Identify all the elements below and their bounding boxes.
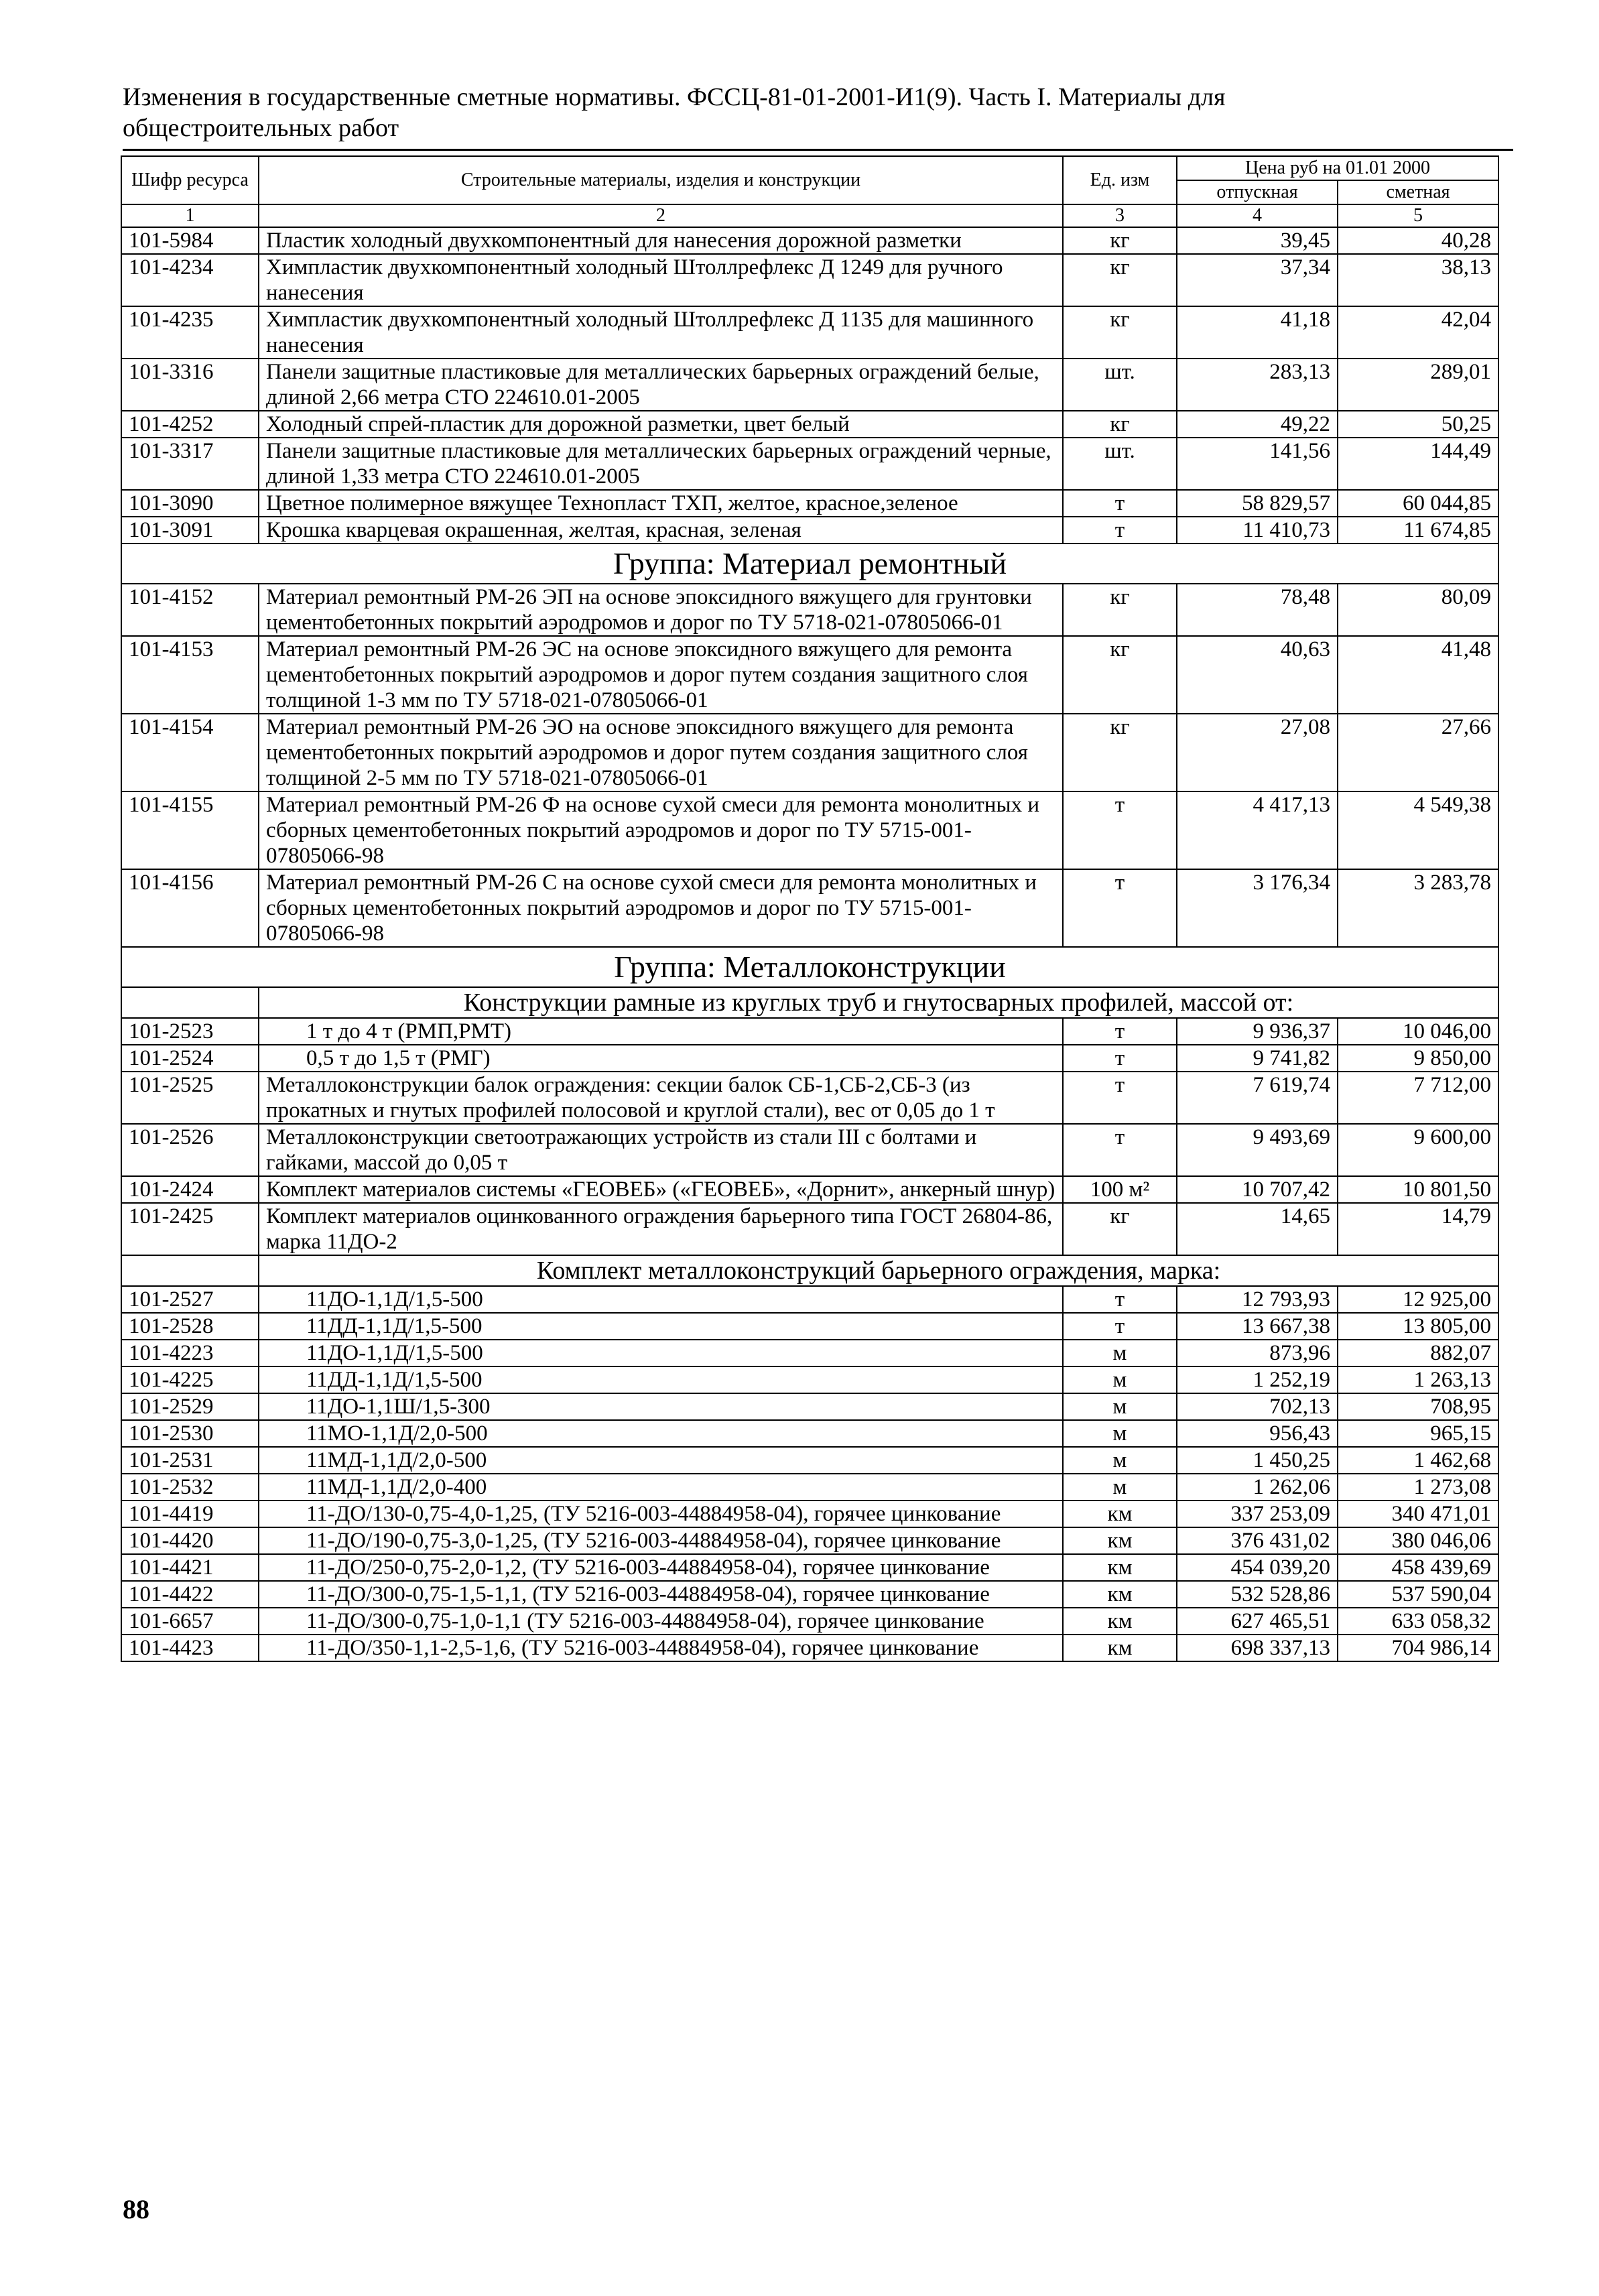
material-name: 11-ДО/130-0,75-4,0-1,25, (ТУ 5216-003-44884958-04), горячее цинкование	[259, 1501, 1063, 1527]
resource-code: 101-4153	[121, 636, 259, 714]
material-name: 11-ДО/250-0,75-2,0-1,2, (ТУ 5216-003-44884958-04), горячее цинкование	[259, 1554, 1063, 1581]
material-name: Крошка кварцевая окрашенная, желтая, красная, зеленая	[259, 517, 1063, 544]
release-price: 873,96	[1177, 1340, 1338, 1366]
material-name: Химпластик двухкомпонентный холодный Штоллрефлекс Д 1135 для машинного нанесения	[259, 306, 1063, 359]
unit: м	[1063, 1447, 1177, 1474]
release-price: 7 619,74	[1177, 1072, 1338, 1124]
unit: кг	[1063, 227, 1177, 254]
subgroup-title: Конструкции рамные из круглых труб и гнутосварных профилей, массой от:	[259, 987, 1498, 1018]
estimate-price: 704 986,14	[1338, 1635, 1498, 1661]
unit: т	[1063, 869, 1177, 947]
release-price: 3 176,34	[1177, 869, 1338, 947]
unit: кг	[1063, 254, 1177, 306]
unit: т	[1063, 517, 1177, 544]
table-row	[121, 636, 1498, 714]
table-header	[121, 156, 1498, 227]
table-row	[121, 1176, 1498, 1203]
estimate-price: 14,79	[1338, 1203, 1498, 1255]
estimate-price: 80,09	[1338, 584, 1498, 636]
release-price: 12 793,93	[1177, 1286, 1338, 1313]
group-title: Группа: Металлоконструкции	[121, 947, 1498, 987]
material-name: Металлоконструкции балок ограждения: секции балок СБ-1,СБ-2,СБ-3 (из прокатных и гнутых профилей полосовой и круглой стали), вес от 0,05 до 1 т	[259, 1072, 1063, 1124]
release-price: 376 431,02	[1177, 1527, 1338, 1554]
table-row	[121, 1313, 1498, 1340]
unit: км	[1063, 1608, 1177, 1635]
table-row	[121, 438, 1498, 490]
release-price: 1 262,06	[1177, 1474, 1338, 1501]
estimate-price: 9 600,00	[1338, 1124, 1498, 1176]
resource-code: 101-3317	[121, 438, 259, 490]
release-price: 627 465,51	[1177, 1608, 1338, 1635]
material-name: Металлоконструкции светоотражающих устройств из стали III с болтами и гайками, массой до 0,05 т	[259, 1124, 1063, 1176]
estimate-price: 882,07	[1338, 1340, 1498, 1366]
release-price: 39,45	[1177, 227, 1338, 254]
empty-cell	[121, 1255, 259, 1286]
material-name: Материал ремонтный РМ-26 ЭС на основе эпоксидного вяжущего для ремонта цементобетонных покрытий аэродромов и дорог путем создания защитного слоя толщиной 1-3 мм по ТУ 5718-021-07805066-01	[259, 636, 1063, 714]
unit: т	[1063, 1124, 1177, 1176]
estimate-price: 42,04	[1338, 306, 1498, 359]
group-title: Группа: Материал ремонтный	[121, 544, 1498, 584]
group-heading-row	[121, 947, 1498, 987]
estimate-price: 38,13	[1338, 254, 1498, 306]
release-price: 1 450,25	[1177, 1447, 1338, 1474]
table-row	[121, 1581, 1498, 1608]
estimate-price: 458 439,69	[1338, 1554, 1498, 1581]
material-name: Материал ремонтный РМ-26 ЭО на основе эпоксидного вяжущего для ремонта цементобетонных покрытий аэродромов и дорог путем создания защитного слоя толщиной 2-5 мм по ТУ 5718-021-07805066-01	[259, 714, 1063, 791]
resource-code: 101-2532	[121, 1474, 259, 1501]
release-price: 27,08	[1177, 714, 1338, 791]
resource-code: 101-3316	[121, 359, 259, 411]
resource-code: 101-2530	[121, 1420, 259, 1447]
table-row	[121, 227, 1498, 254]
unit: кг	[1063, 636, 1177, 714]
estimate-price: 708,95	[1338, 1393, 1498, 1420]
resource-code: 101-2525	[121, 1072, 259, 1124]
material-name: 11МО-1,1Д/2,0-500	[259, 1420, 1063, 1447]
release-price: 283,13	[1177, 359, 1338, 411]
material-name: Цветное полимерное вяжущее Технопласт ТХП, желтое, красное,зеленое	[259, 490, 1063, 517]
material-name: Материал ремонтный РМ-26 ЭП на основе эпоксидного вяжущего для грунтовки цементобетонных покрытий аэродромов и дорог по ТУ 5718-021-07805066-01	[259, 584, 1063, 636]
estimate-price: 144,49	[1338, 438, 1498, 490]
unit: км	[1063, 1527, 1177, 1554]
release-price: 10 707,42	[1177, 1176, 1338, 1203]
table-row	[121, 1366, 1498, 1393]
table-row	[121, 1608, 1498, 1635]
column-number-row	[121, 204, 1498, 227]
table-row	[121, 1045, 1498, 1072]
unit: м	[1063, 1340, 1177, 1366]
table-row	[121, 1635, 1498, 1661]
resource-code: 101-4225	[121, 1366, 259, 1393]
unit: м	[1063, 1420, 1177, 1447]
resource-code: 101-2526	[121, 1124, 259, 1176]
release-price: 11 410,73	[1177, 517, 1338, 544]
resource-code: 101-4154	[121, 714, 259, 791]
table-row	[121, 1340, 1498, 1366]
resource-code: 101-4421	[121, 1554, 259, 1581]
header-line-1: Изменения в государственные сметные нормативы. ФССЦ-81-01-2001-И1(9). Часть I. Материалы для	[123, 83, 1226, 111]
unit: км	[1063, 1501, 1177, 1527]
table-row	[121, 1554, 1498, 1581]
release-price: 702,13	[1177, 1393, 1338, 1420]
release-price: 40,63	[1177, 636, 1338, 714]
estimate-price: 50,25	[1338, 411, 1498, 438]
estimate-price: 27,66	[1338, 714, 1498, 791]
header-divider	[123, 149, 1513, 151]
material-name: 0,5 т до 1,5 т (РМГ)	[259, 1045, 1063, 1072]
unit: 100 м²	[1063, 1176, 1177, 1203]
table-row	[121, 1072, 1498, 1124]
resource-code: 101-2531	[121, 1447, 259, 1474]
release-price: 41,18	[1177, 306, 1338, 359]
resource-code: 101-2523	[121, 1018, 259, 1045]
material-name: Панели защитные пластиковые для металлических барьерных ограждений белые, длиной 2,66 метра СТО 224610.01-2005	[259, 359, 1063, 411]
unit: км	[1063, 1581, 1177, 1608]
page-header	[123, 82, 1503, 143]
table-row	[121, 1527, 1498, 1554]
unit: т	[1063, 1018, 1177, 1045]
resource-code: 101-4235	[121, 306, 259, 359]
resource-code: 101-2425	[121, 1203, 259, 1255]
unit: кг	[1063, 714, 1177, 791]
release-price: 532 528,86	[1177, 1581, 1338, 1608]
table-row	[121, 1286, 1498, 1313]
unit: шт.	[1063, 359, 1177, 411]
release-price: 698 337,13	[1177, 1635, 1338, 1661]
resource-code: 101-4419	[121, 1501, 259, 1527]
table-row	[121, 1393, 1498, 1420]
table-row	[121, 1124, 1498, 1176]
resource-code: 101-4156	[121, 869, 259, 947]
release-price: 37,34	[1177, 254, 1338, 306]
subgroup-heading-row	[121, 987, 1498, 1018]
table-row	[121, 1018, 1498, 1045]
col-number: 4	[1177, 204, 1338, 227]
table-row	[121, 306, 1498, 359]
table-row	[121, 1474, 1498, 1501]
material-name: Материал ремонтный РМ-26 Ф на основе сухой смеси для ремонта монолитных и сборных цементобетонных покрытий аэродромов и дорог по ТУ 5715-001-07805066-98	[259, 791, 1063, 869]
unit: км	[1063, 1635, 1177, 1661]
unit: т	[1063, 1286, 1177, 1313]
estimate-price: 10 046,00	[1338, 1018, 1498, 1045]
estimate-price: 1 273,08	[1338, 1474, 1498, 1501]
material-name: Комплект материалов оцинкованного ограждения барьерного типа ГОСТ 26804-86, марка 11ДО-2	[259, 1203, 1063, 1255]
estimate-price: 13 805,00	[1338, 1313, 1498, 1340]
table-row	[121, 1203, 1498, 1255]
unit: кг	[1063, 411, 1177, 438]
release-price: 956,43	[1177, 1420, 1338, 1447]
release-price: 141,56	[1177, 438, 1338, 490]
release-price: 14,65	[1177, 1203, 1338, 1255]
table-row	[121, 490, 1498, 517]
col-number: 5	[1338, 204, 1498, 227]
col-unit-header: Ед. изм	[1063, 156, 1177, 204]
resource-code: 101-4152	[121, 584, 259, 636]
release-price: 49,22	[1177, 411, 1338, 438]
unit: кг	[1063, 306, 1177, 359]
group-heading-row	[121, 544, 1498, 584]
resource-code: 101-4423	[121, 1635, 259, 1661]
resource-code: 101-4252	[121, 411, 259, 438]
unit: шт.	[1063, 438, 1177, 490]
material-name: Панели защитные пластиковые для металлических барьерных ограждений черные, длиной 1,33 метра СТО 224610.01-2005	[259, 438, 1063, 490]
material-name: 11-ДО/300-0,75-1,5-1,1, (ТУ 5216-003-44884958-04), горячее цинкование	[259, 1581, 1063, 1608]
release-price: 13 667,38	[1177, 1313, 1338, 1340]
unit: кг	[1063, 1203, 1177, 1255]
resource-code: 101-4223	[121, 1340, 259, 1366]
subgroup-heading-row	[121, 1255, 1498, 1286]
material-name: 11ДД-1,1Д/1,5-500	[259, 1366, 1063, 1393]
material-name: 11-ДО/350-1,1-2,5-1,6, (ТУ 5216-003-44884958-04), горячее цинкование	[259, 1635, 1063, 1661]
col-name-header: Строительные материалы, изделия и конструкции	[259, 156, 1063, 204]
release-price: 1 252,19	[1177, 1366, 1338, 1393]
unit: м	[1063, 1393, 1177, 1420]
unit: т	[1063, 1313, 1177, 1340]
material-name: 11МД-1,1Д/2,0-400	[259, 1474, 1063, 1501]
resource-code: 101-4420	[121, 1527, 259, 1554]
release-price: 454 039,20	[1177, 1554, 1338, 1581]
table-row	[121, 1420, 1498, 1447]
release-price: 58 829,57	[1177, 490, 1338, 517]
release-price: 4 417,13	[1177, 791, 1338, 869]
unit: м	[1063, 1474, 1177, 1501]
estimate-price: 289,01	[1338, 359, 1498, 411]
table-body	[121, 227, 1498, 1661]
unit: т	[1063, 1045, 1177, 1072]
material-name: Холодный спрей-пластик для дорожной разметки, цвет белый	[259, 411, 1063, 438]
col-number: 2	[259, 204, 1063, 227]
table-row	[121, 791, 1498, 869]
material-name: 11ДО-1,1Д/1,5-500	[259, 1340, 1063, 1366]
resource-code: 101-4234	[121, 254, 259, 306]
header-line-2: общестроительных работ	[123, 114, 399, 142]
estimate-price: 965,15	[1338, 1420, 1498, 1447]
material-name: 1 т до 4 т (РМП,РМТ)	[259, 1018, 1063, 1045]
col-code-header: Шифр ресурса	[121, 156, 259, 204]
resource-code: 101-4155	[121, 791, 259, 869]
table-row	[121, 254, 1498, 306]
material-name: 11-ДО/190-0,75-3,0-1,25, (ТУ 5216-003-44884958-04), горячее цинкование	[259, 1527, 1063, 1554]
release-price: 9 936,37	[1177, 1018, 1338, 1045]
resource-code: 101-3091	[121, 517, 259, 544]
estimate-price: 537 590,04	[1338, 1581, 1498, 1608]
estimate-price: 12 925,00	[1338, 1286, 1498, 1313]
col-estimate-header: сметная	[1338, 180, 1498, 204]
col-release-header: отпускная	[1177, 180, 1338, 204]
material-name: 11МД-1,1Д/2,0-500	[259, 1447, 1063, 1474]
resource-code: 101-6657	[121, 1608, 259, 1635]
release-price: 9 493,69	[1177, 1124, 1338, 1176]
unit: т	[1063, 1072, 1177, 1124]
estimate-price: 11 674,85	[1338, 517, 1498, 544]
estimate-price: 10 801,50	[1338, 1176, 1498, 1203]
resource-code: 101-2528	[121, 1313, 259, 1340]
release-price: 78,48	[1177, 584, 1338, 636]
material-name: 11ДД-1,1Д/1,5-500	[259, 1313, 1063, 1340]
subgroup-title: Комплект металлоконструкций барьерного ограждения, марка:	[259, 1255, 1498, 1286]
table-row	[121, 869, 1498, 947]
unit: км	[1063, 1554, 1177, 1581]
estimate-price: 41,48	[1338, 636, 1498, 714]
release-price: 337 253,09	[1177, 1501, 1338, 1527]
table-row	[121, 359, 1498, 411]
estimate-price: 633 058,32	[1338, 1608, 1498, 1635]
table-row	[121, 584, 1498, 636]
price-table	[121, 155, 1499, 1662]
estimate-price: 4 549,38	[1338, 791, 1498, 869]
resource-code: 101-2529	[121, 1393, 259, 1420]
material-name: Химпластик двухкомпонентный холодный Штоллрефлекс Д 1249 для ручного нанесения	[259, 254, 1063, 306]
table-row	[121, 1501, 1498, 1527]
unit: т	[1063, 490, 1177, 517]
material-name: 11ДО-1,1Д/1,5-500	[259, 1286, 1063, 1313]
resource-code: 101-4422	[121, 1581, 259, 1608]
resource-code: 101-5984	[121, 227, 259, 254]
estimate-price: 3 283,78	[1338, 869, 1498, 947]
material-name: 11-ДО/300-0,75-1,0-1,1 (ТУ 5216-003-44884958-04), горячее цинкование	[259, 1608, 1063, 1635]
resource-code: 101-3090	[121, 490, 259, 517]
estimate-price: 7 712,00	[1338, 1072, 1498, 1124]
col-number: 1	[121, 204, 259, 227]
unit: кг	[1063, 584, 1177, 636]
table-row	[121, 714, 1498, 791]
material-name: Пластик холодный двухкомпонентный для нанесения дорожной разметки	[259, 227, 1063, 254]
release-price: 9 741,82	[1177, 1045, 1338, 1072]
material-name: Материал ремонтный РМ-26 С на основе сухой смеси для ремонта монолитных и сборных цементобетонных покрытий аэродромов и дорог по ТУ 5715-001-07805066-98	[259, 869, 1063, 947]
page-number: 88	[123, 2194, 149, 2224]
estimate-price: 340 471,01	[1338, 1501, 1498, 1527]
table-row	[121, 411, 1498, 438]
resource-code: 101-2524	[121, 1045, 259, 1072]
table-row	[121, 517, 1498, 544]
estimate-price: 1 263,13	[1338, 1366, 1498, 1393]
estimate-price: 9 850,00	[1338, 1045, 1498, 1072]
estimate-price: 60 044,85	[1338, 490, 1498, 517]
empty-cell	[121, 987, 259, 1018]
table-row	[121, 1447, 1498, 1474]
unit: т	[1063, 791, 1177, 869]
estimate-price: 380 046,06	[1338, 1527, 1498, 1554]
col-price-header: Цена руб на 01.01 2000	[1177, 156, 1498, 180]
resource-code: 101-2424	[121, 1176, 259, 1203]
col-number: 3	[1063, 204, 1177, 227]
material-name: Комплект материалов системы «ГЕОВЕБ» («ГЕОВЕБ», «Дорнит», анкерный шнур)	[259, 1176, 1063, 1203]
resource-code: 101-2527	[121, 1286, 259, 1313]
material-name: 11ДО-1,1Ш/1,5-300	[259, 1393, 1063, 1420]
estimate-price: 40,28	[1338, 227, 1498, 254]
unit: м	[1063, 1366, 1177, 1393]
estimate-price: 1 462,68	[1338, 1447, 1498, 1474]
